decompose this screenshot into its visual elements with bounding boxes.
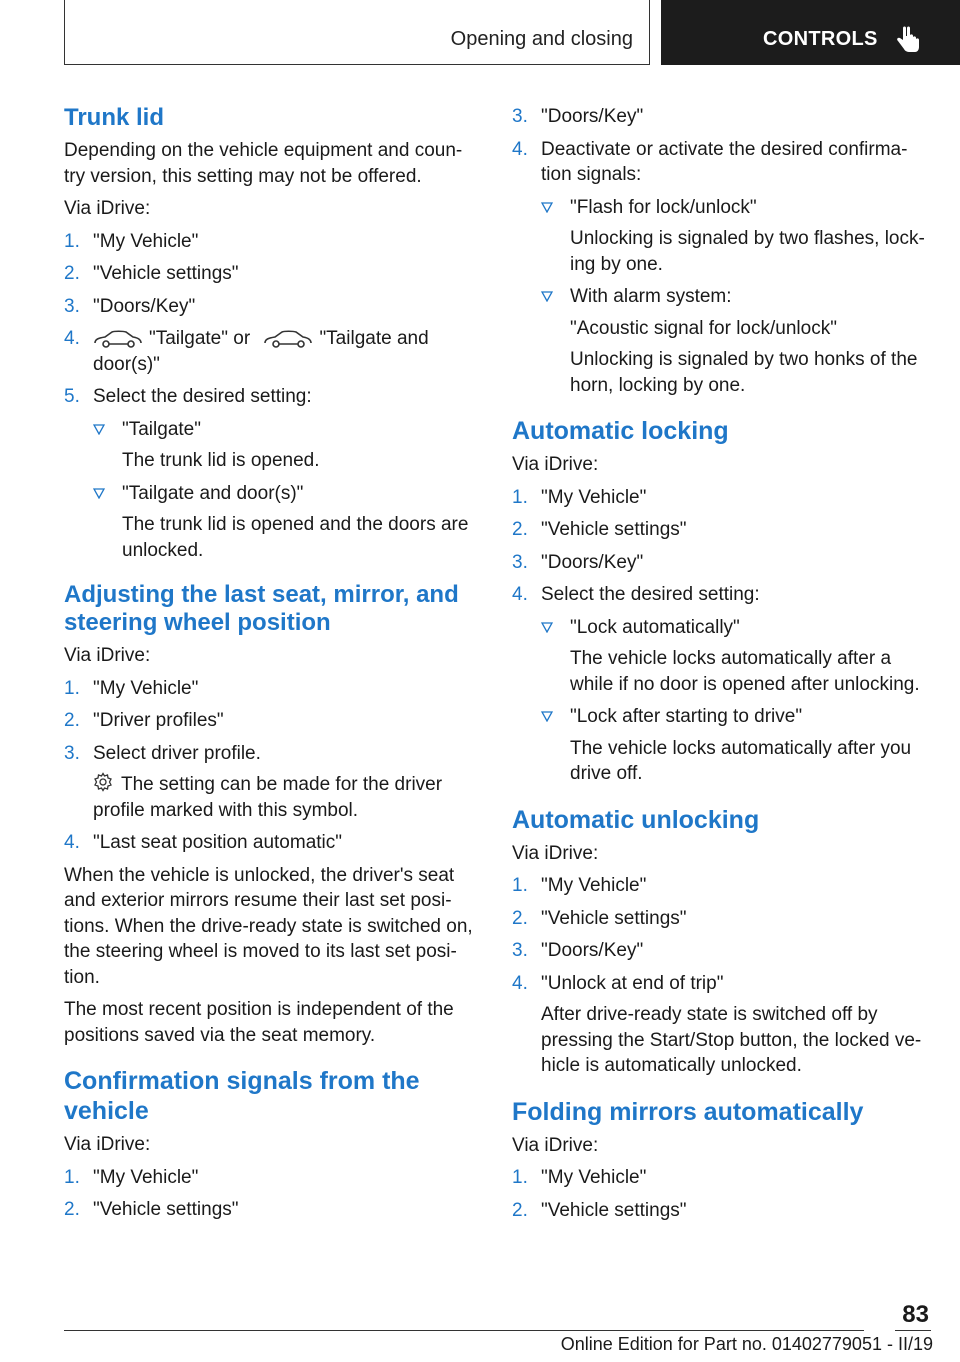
- list-item: 2. "Vehicle settings": [512, 519, 687, 540]
- triangle-bullet-icon: [541, 622, 553, 633]
- profile-note: The setting can be made for the driver profile marked with this symbol.: [93, 774, 443, 821]
- section-title: Opening and closing: [450, 28, 633, 50]
- list-item: 1. "My Vehicle": [64, 230, 199, 252]
- footer-divider-right: [895, 1330, 931, 1331]
- confirmation-steps-continued: [512, 104, 932, 398]
- list-item: 4. Deactivate or activate the desired confirma- tion signals: "Flash for lock/unlock" Unlocking is signaled by two flashes, lock- ing by one. With alarm system: "Acoustic signal for lock/unlock" Unlocking is signaled by two honks of the horn, locking by one.: [512, 137, 932, 399]
- last-seat-section: [64, 581, 480, 1048]
- page-number: 83: [902, 1301, 929, 1328]
- confirmation-options: [541, 195, 932, 399]
- triangle-bullet-icon: [541, 711, 553, 722]
- trunk-lid-heading: Trunk lid: [64, 104, 165, 131]
- automatic-locking-heading: Automatic locking: [512, 417, 729, 445]
- car-doors-icon: [263, 329, 313, 349]
- list-item: 4. "Last seat position automatic": [64, 832, 343, 853]
- chapter-title: CONTROLS: [763, 28, 878, 50]
- header-section-tab: [64, 0, 650, 65]
- list-item: "Lock after starting to drive" The vehicle locks automatically after you drive off.: [541, 704, 932, 787]
- automatic-locking-via: Via iDrive:: [512, 454, 599, 475]
- list-item: 1. "My Vehicle": [512, 875, 647, 896]
- folding-mirrors-section: [512, 1097, 932, 1224]
- confirmation-via: Via iDrive:: [64, 1134, 151, 1155]
- automatic-unlocking-heading: Automatic unlocking: [512, 805, 760, 834]
- confirmation-continued: [512, 104, 932, 398]
- confirmation-steps: [64, 1165, 480, 1223]
- trunk-lid-options: [93, 417, 480, 564]
- folding-mirrors-via: Via iDrive:: [512, 1134, 599, 1156]
- list-item: 2. "Vehicle settings": [64, 1199, 239, 1220]
- list-item: 4. "Tailgate" or "Tailgate and door(s)": [64, 328, 429, 375]
- automatic-locking-options: [541, 615, 932, 787]
- triangle-bullet-icon: [93, 488, 105, 499]
- last-seat-heading: Adjusting the last seat, mirror, and steering wheel position: [64, 581, 459, 636]
- gear-icon: [93, 772, 113, 792]
- last-seat-para1: When the vehicle is unlocked, the driver's seat and exterior mirrors resume their last set posi- tions. When the drive-ready state is switched on, the steering wheel is moved to its last set posi- tion.: [64, 864, 473, 988]
- edition-text: Online Edition for Part no. 01402779051 - II/19: [560, 1334, 933, 1354]
- automatic-unlocking-steps: [512, 873, 932, 1079]
- list-item: 3. Select driver profile. The setting can be made for the driver profile marked with this symbol.: [64, 741, 480, 824]
- trunk-lid-steps: [64, 229, 480, 564]
- pointing-hand-icon: [893, 26, 923, 54]
- last-seat-via: Via iDrive:: [64, 645, 151, 666]
- confirmation-section: [64, 1066, 480, 1223]
- list-item: 1. "My Vehicle": [64, 1166, 199, 1188]
- unlock-note: After drive-ready state is switched off by pressing the Start/Stop button, the locked ve- hicle is automatically unlocked.: [541, 1004, 922, 1076]
- list-item: 1. "My Vehicle": [512, 1167, 647, 1188]
- trunk-lid-via: Via iDrive:: [64, 198, 151, 219]
- list-item: 2. "Vehicle settings": [64, 263, 239, 284]
- left-column: [64, 104, 480, 1241]
- last-seat-steps: [64, 676, 480, 856]
- list-item: 3. "Doors/Key": [512, 551, 644, 573]
- list-item: 4. "Unlock at end of trip" After drive-ready state is switched off by pressing the Start/Stop button, the locked ve- hicle is automatically unlocked.: [512, 971, 932, 1079]
- car-tailgate-icon: [93, 329, 143, 349]
- trunk-lid-intro: Depending on the vehicle equipment and coun- try version, this setting may not be offered.: [64, 140, 463, 187]
- list-item: 1. "My Vehicle": [512, 486, 647, 508]
- list-item: 4. Select the desired setting: "Lock automatically" The vehicle locks automatically after a while if no door is opened after unlocking. "Lock after starting to drive" The vehicle locks automatically after you drive off.: [512, 582, 932, 787]
- list-item: With alarm system: "Acoustic signal for lock/unlock" Unlocking is signaled by two honks of the horn, locking by one.: [541, 284, 932, 398]
- list-item: "Flash for lock/unlock" Unlocking is signaled by two flashes, lock- ing by one.: [541, 195, 932, 278]
- list-item: "Lock automatically" The vehicle locks automatically after a while if no door is opened after unlocking.: [541, 615, 932, 698]
- folding-mirrors-heading: Folding mirrors automatically: [512, 1097, 864, 1126]
- list-item: 5. Select the desired setting: "Tailgate" The trunk lid is opened. "Tailgate and door(s)" The trunk lid is opened and the doors are unlocked.: [64, 384, 480, 563]
- list-item: "Tailgate" The trunk lid is opened.: [93, 417, 480, 474]
- list-item: "Tailgate and door(s)" The trunk lid is opened and the doors are unlocked.: [93, 481, 480, 564]
- confirmation-heading: Confirmation signals from the vehicle: [64, 1067, 420, 1125]
- automatic-unlocking-via: Via iDrive:: [512, 842, 599, 864]
- list-item: 3. "Doors/Key": [512, 940, 644, 961]
- chapter-badge: [661, 0, 960, 65]
- trunk-lid-section: [64, 104, 480, 563]
- automatic-locking-steps: [512, 485, 932, 787]
- list-item: 2. "Vehicle settings": [512, 1199, 687, 1221]
- list-item: 3. "Doors/Key": [64, 295, 196, 317]
- triangle-bullet-icon: [541, 291, 553, 302]
- triangle-bullet-icon: [541, 202, 553, 213]
- list-item: 3. "Doors/Key": [512, 106, 644, 127]
- list-item: 2. "Vehicle settings": [512, 907, 687, 929]
- footer-divider: [64, 1330, 864, 1331]
- right-column: [512, 104, 932, 1241]
- list-item: 2. "Driver profiles": [64, 710, 224, 731]
- list-item: 1. "My Vehicle": [64, 677, 199, 699]
- folding-mirrors-steps: [512, 1165, 932, 1223]
- automatic-locking-section: [512, 416, 932, 787]
- triangle-bullet-icon: [93, 424, 105, 435]
- automatic-unlocking-section: [512, 805, 932, 1079]
- last-seat-para2: The most recent position is independent of the positions saved via the seat memory.: [64, 999, 454, 1046]
